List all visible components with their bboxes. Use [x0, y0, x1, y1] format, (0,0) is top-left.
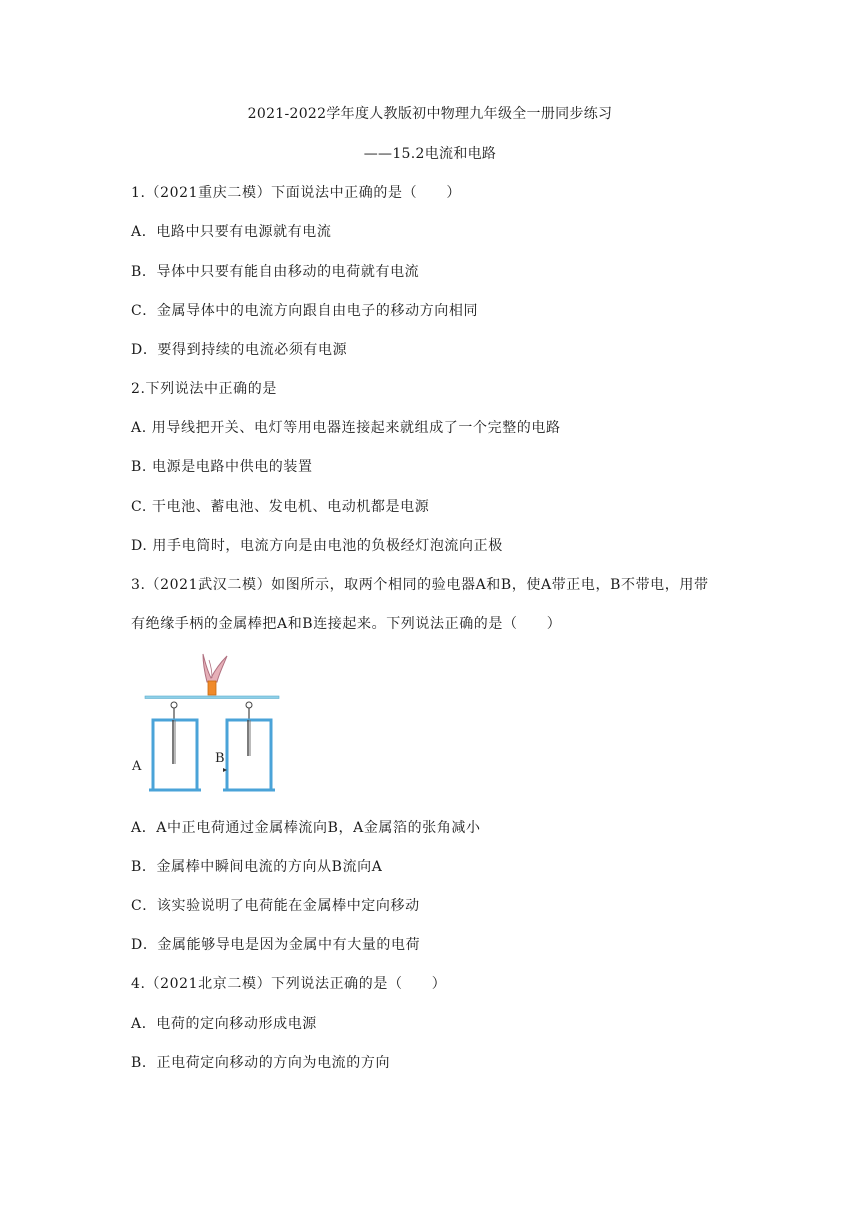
question-2-option-d: D. 用手电筒时，电流方向是由电池的负极经灯泡流向正极	[131, 538, 503, 554]
question-1-option-d: D．要得到持续的电流必须有电源	[131, 342, 348, 358]
electroscope-a-label: A	[132, 759, 142, 774]
electroscope-figure	[131, 652, 281, 794]
question-2-option-b: B. 电源是电路中供电的装置	[131, 459, 313, 475]
electroscope-a	[149, 702, 201, 790]
question-3-stem-line-1: 3.（2021武汉二模）如图所示，取两个相同的验电器A和B，使A带正电，B不带电，用带	[131, 577, 709, 593]
question-1-option-a: A．电路中只要有电源就有电流	[131, 224, 332, 240]
question-1-option-b: B．导体中只要有能自由移动的电荷就有电流	[131, 264, 420, 280]
metal-rod	[145, 696, 279, 699]
question-2-stem: 2.下列说法中正确的是	[131, 381, 277, 397]
question-4-option-b: B．正电荷定向移动的方向为电流的方向	[131, 1055, 391, 1071]
question-2-option-a: A. 用导线把开关、电灯等用电器连接起来就组成了一个完整的电路	[131, 420, 561, 436]
question-1-stem: 1.（2021重庆二模）下面说法中正确的是（ ）	[131, 185, 461, 201]
question-3-stem-line-2: 有绝缘手柄的金属棒把A和B连接起来。下列说法正确的是（ ）	[131, 616, 562, 632]
document-subtitle: ——15.2电流和电路	[363, 146, 497, 162]
electroscope-b-label: B	[215, 751, 225, 766]
question-4-option-a: A．电荷的定向移动形成电源	[131, 1016, 317, 1032]
question-3-option-d: D．金属能够导电是因为金属中有大量的电荷	[131, 937, 421, 953]
electroscope-illustration	[131, 652, 281, 794]
hand-icon	[203, 654, 227, 695]
electroscope-b	[223, 702, 275, 790]
question-4-stem: 4.（2021北京二模）下列说法正确的是（ ）	[131, 976, 447, 992]
question-3-option-a: A．A中正电荷通过金属棒流向B，A金属箔的张角减小	[131, 820, 481, 836]
question-3-option-b: B．金属棒中瞬间电流的方向从B流向A	[131, 859, 383, 875]
question-3-option-c: C．该实验说明了电荷能在金属棒中定向移动	[131, 898, 420, 914]
question-1-option-c: C．金属导体中的电流方向跟自由电子的移动方向相同	[131, 303, 479, 319]
document-title: 2021-2022学年度人教版初中物理九年级全一册同步练习	[247, 106, 613, 122]
question-2-option-c: C. 干电池、蓄电池、发电机、电动机都是电源	[131, 499, 430, 515]
